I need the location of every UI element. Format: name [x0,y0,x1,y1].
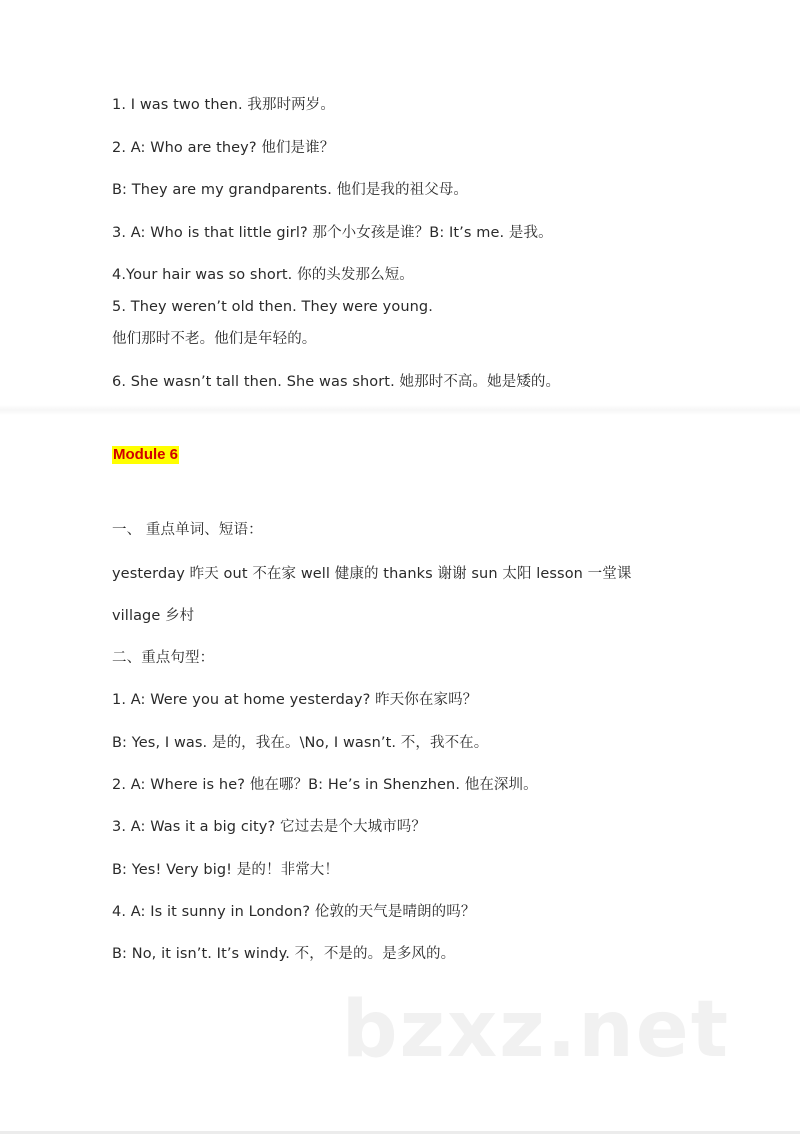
sentence-line: B: Yes, I was. 是的，我在。\No, I wasn’t. 不，我不在。 [112,735,489,751]
sentence-line: 6. She wasn’t tall then. She was short. 她那时不高。她是矮的。 [112,374,561,390]
sentence-line: B: No, it isn’t. It’s windy. 不，不是的。是多风的。 [112,946,456,962]
sentence-line: 3. A: Who is that little girl? 那个小女孩是谁？B: It’s me. 是我。 [112,225,553,241]
sentence-line: 4. A: Is it sunny in London? 伦敦的天气是晴朗的吗？ [112,904,476,920]
sentence-line: 5. They weren’t old then. They were young. [112,299,433,315]
sentence-line: B: Yes! Very big! 是的！非常大！ [112,862,339,878]
sentence-line: 1. A: Were you at home yesterday? 昨天你在家吗？ [112,692,478,708]
page-break [0,405,800,415]
watermark: bzxz.net [341,985,730,1075]
section-heading-sentences: 二、重点句型： [112,650,215,666]
sentence-line: 4.Your hair was so short. 你的头发那么短。 [112,267,414,283]
section-heading-vocab: 一、 重点单词、短语： [112,522,263,538]
sentence-line: 2. A: Who are they? 他们是谁？ [112,140,335,156]
vocab-line: village 乡村 [112,608,195,624]
sentence-line: 他们那时不老。他们是年轻的。 [112,331,317,347]
sentence-line: B: They are my grandparents. 他们是我的祖父母。 [112,182,469,198]
sentence-line: 2. A: Where is he? 他在哪？B: He’s in Shenzhen. 他在深圳。 [112,777,538,793]
module-heading: Module 6 [113,446,179,463]
sentence-line: 1. I was two then. 我那时两岁。 [112,97,335,113]
sentence-line: 3. A: Was it a big city? 它过去是个大城市吗？ [112,819,426,835]
vocab-line: yesterday 昨天 out 不在家 well 健康的 thanks 谢谢 sun 太阳 lesson 一堂课 [112,566,632,582]
